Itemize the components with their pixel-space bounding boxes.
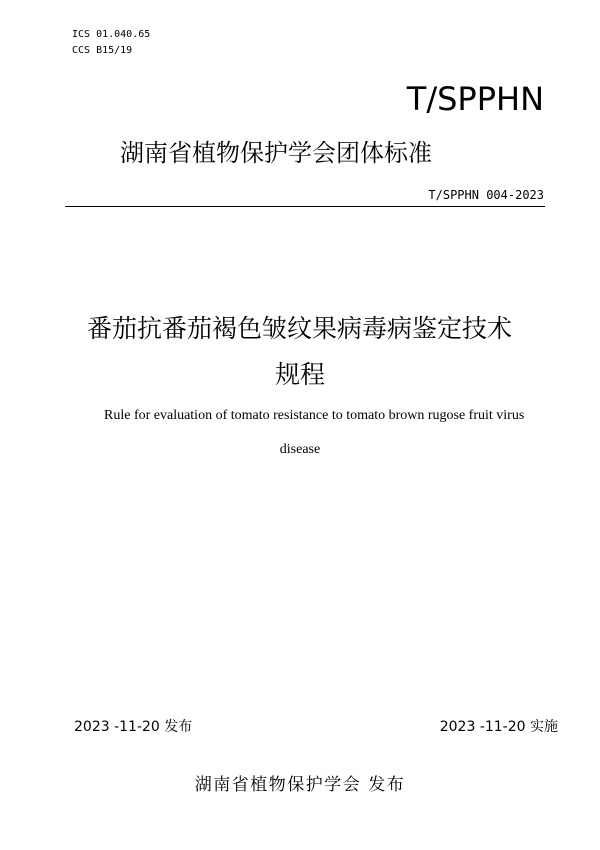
effective-date: 2023 -11-20 实施 xyxy=(439,719,558,735)
standard-number: T/SPPHN 004-2023 xyxy=(428,188,544,202)
ccs-code: CCS B15/19 xyxy=(72,45,133,56)
ics-code: ICS 01.040.65 xyxy=(72,29,151,40)
organization-standard-title: 湖南省植物保护学会团体标准 xyxy=(120,139,432,167)
standard-code-mark: T/SPPHN xyxy=(406,80,544,118)
publisher-line: 湖南省植物保护学会 发布 xyxy=(194,775,406,795)
publish-date: 2023 -11-20 发布 xyxy=(74,719,193,735)
header-divider xyxy=(65,206,545,207)
document-title-en-line1: Rule for evaluation of tomato resistance to tomato brown rugose fruit virus xyxy=(104,408,525,423)
document-title-zh-line1: 番茄抗番茄褐色皱纹果病毒病鉴定技术 xyxy=(87,314,513,343)
document-title-en-line2: disease xyxy=(279,442,321,457)
document-title-zh-line2: 规程 xyxy=(274,360,325,389)
